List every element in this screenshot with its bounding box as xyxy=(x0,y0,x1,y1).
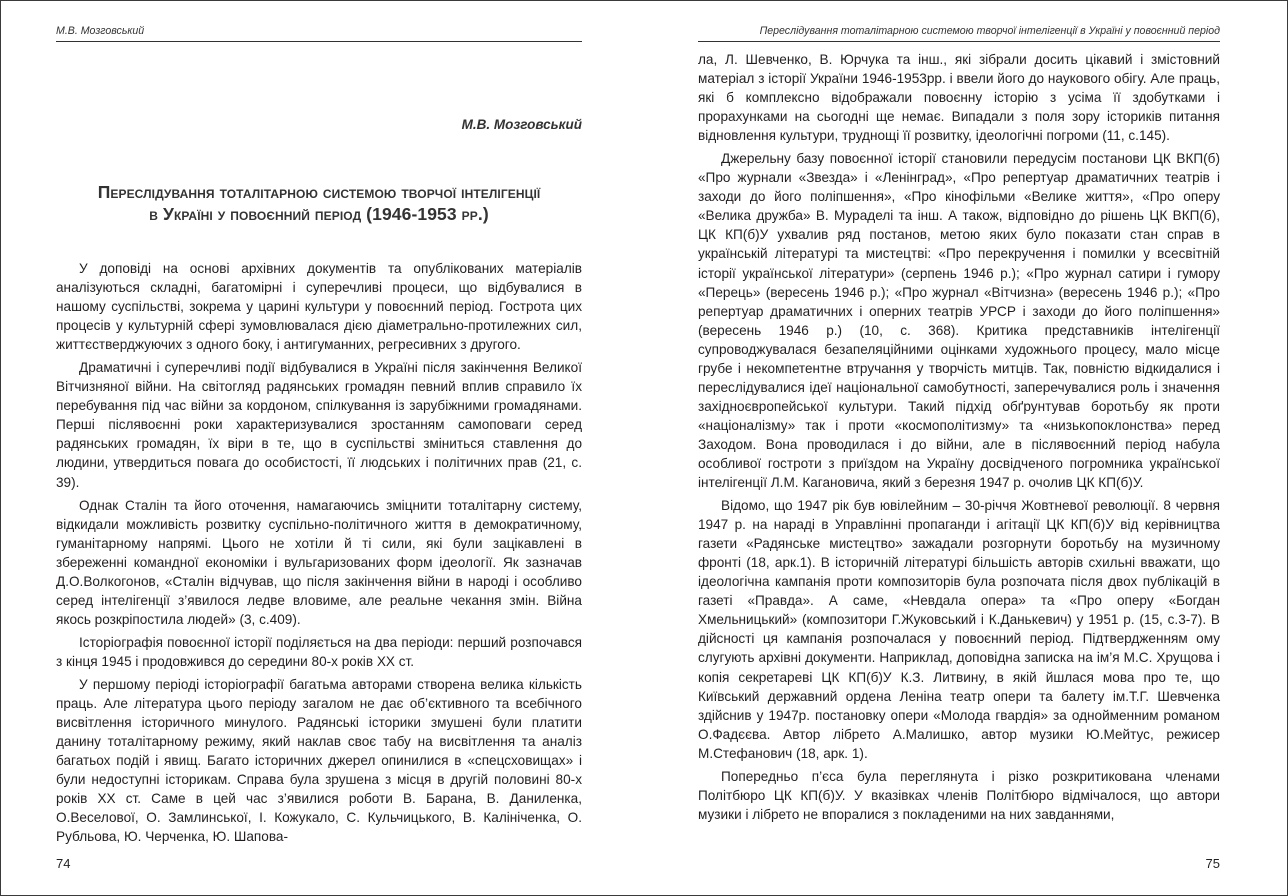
article-title-line-2: в Україні у повоєнний період (1946-1953 рр.) xyxy=(149,204,489,224)
paragraph: У доповіді на основі архівних документів та опублікованих матеріалів аналізуються складні, багатомірні і суперечливі процеси, що відбувалися в нашому суспільстві, зокрема у царині культури у повоєнний період. Гострота цих процесів у культурній сфері зумовлювалася дією діаметрально-протилежних сил, життєстверджуючих з одного боку, і антигуманних, регресивних з другого. xyxy=(56,261,582,353)
left-page xyxy=(56,0,582,896)
article-author: М.В. Мозговський xyxy=(461,117,582,132)
paragraph: Попередньо п’єса була переглянута і різко розкритикована членами Політбюро ЦК КП(б)У. У вказівках членів Політбюро відмічалося, що автори музики і лібрето не впоралися з покладеними на них завданнями, xyxy=(698,768,1220,822)
left-body-text xyxy=(56,259,582,850)
paragraph: Джерельну базу повоєнної історії становили передусім постанови ЦК ВКП(б) «Про журнали «Звезда» і «Ленінград», «Про репертуар драматичних театрів і заходи до його поліпшення», «Про кінофільми «Велике життя», «Про оперу «Велика дружба» В. Мураделі та інш. А також, відповідно до рішень ЦК ВКП(б), ЦК КП(б)У ухвалив ряд постанов, метою яких було показати стан справ в українській літературі та мистецтві: «Про перекручення і помилки у всесвітній історії української літератури» (серпень 1946 р.); «Про журнал сатири і гумору «Перець» (вересень 1946 р.); «Про журнал «Вітчизна» (вересень 1946 р.); «Про репертуар драматичних і оперних театрів УРСР і заходи до його поліпшення» (вересень 1946 р.) (10, с. 368). Критика представників інтелігенції супроводжувалася безапеляційними оцінками художнього процесу, мало місце грубе і некомпетентне втручання у творчість митців. Так, повністю відкидалися і переслідувалися ідеї національної самобутності, заперечувалися роль і значення західноєвропейської культури. Такий підхід обґрунтував боротьбу як проти «націоналізму» так і проти «космополітизму» та «низькопоклонства» перед Заходом. Вона проводилася і до війни, але в післявоєнний період набула особливої гостроти з приїздом на Україну досвідченого погромника української інтелігенції Л.М. Кагановича, який з березня 1947 р. очолив ЦК КП(б)У. xyxy=(698,151,1220,491)
paragraph: Відомо, що 1947 рік був ювілейним – 30-річчя Жовтневої революції. 8 червня 1947 р. на нараді в Управлінні пропаганди і агітації ЦК КП(б)У від керівництва газети «Радянське мистецтво» зажадали розгорнути боротьбу на музичному фронті (18, арк.1). В історичній літературі більшість авторів схильні вважати, що ідеологічна кампанія проти композиторів була розпочата після двох публікацій в газеті «Правда». А саме, «Невдала опера» та «Про оперу «Богдан Хмельницький» (композитори Г.Жуковський і К.Данькевич) у 1951 р. (15, с.3-7). В дійсності ця кампанія розпочалася у повоєнний період. Підтвердженням ому слугують архівні документи. Наприклад, доповідна записка на ім’я М.С. Хрущова і копія секретареві ЦК КП(б)У К.З. Литвину, в якій йшлася мова про те, що Київський державний ордена Леніна театр опери та балету ім.Т.Г. Шевченка здійснив у 1947р. постановку опери «Молода гвардія» за однойменним романом О.Фадєєва. Автор лібрето А.Малишко, автор музики Ю.Мейтус, режисер М.Стефанович (18, арк. 1). xyxy=(698,498,1220,761)
paragraph: У першому періоді історіографії багатьма авторами створена велика кількість праць. Але література цього періоду загалом не дає об’єктивного та всебічного висвітлення історичного минулого. Радянські історики змушені були платити данину тоталітарному режиму, який наклав своє табу на висвітлення та аналіз багатьох подій і явищ. Багато історичних джерел опинилися в «спецсховищах» і були недоступні історикам. Справа була зрушена з місця в другій половині 80-х років XX ст. Саме в цей час з’явилися роботи В. Барана, В. Даниленка, О.Веселової, О. Замлинської, І. Кожукало, С. Кульчицького, В. Калініченка, О. Рубльова, Ю. Черченка, Ю. Шапова- xyxy=(56,676,582,845)
paragraph: Драматичні і суперечливі події відбувалися в Україні після закінчення Великої Вітчизняної війни. На світогляд радянських громадян певний вплив справило їх перебування під час війни за кордоном, спілкування із зарубіжними громадянами. Перші післявоєнні роки характеризувалися зростанням самоповаги серед радянських громадян, їх віри в те, що в суспільстві зміниться ставлення до людини, утвердиться повага до особистості, її людських і політичних прав (21, с. 39). xyxy=(56,360,582,490)
article-title xyxy=(56,181,582,225)
page-number-right: 75 xyxy=(1205,856,1220,871)
paragraph: Історіографія повоєнної історії поділяється на два періоди: перший розпочався з кінця 1945 і продовжився до середини 80-х років XX ст. xyxy=(56,634,582,669)
page-number-left: 74 xyxy=(56,856,71,871)
paragraph: Однак Сталін та його оточення, намагаючись зміцнити тоталітарну систему, відкидали можливість розвитку суспільно-політичного життя в демократичному, гуманітарному напрямі. Цього не хотіли й ті сили, які були зацікавлені в збереженні командної економіки і вульгаризованих форм ідеології. Як зазначав Д.О.Волкогонов, «Сталін відчував, що після закінчення війни в народі і особливо серед інтелігенції з’явилося ледве вловиме, але реальне чекання змін. Війна якось розкріпостила людей» (3, с.409). xyxy=(56,497,582,627)
running-head-left: М.В. Мозговський xyxy=(56,25,582,42)
right-page xyxy=(698,0,1220,896)
paragraph-continuation: ла, Л. Шевченко, В. Юрчука та інш., які зібрали досить цікавий і змістовний матеріал з історії України 1946-1953рр. і ввели його до наукового обігу. Але праць, які б комплексно відображали повоєнну історію з усіма її здобутками і прорахунками на сьогодні ще немає. Випадали з поля зору істориків питання відновлення культури, труднощі її розвитку, ідеологічні погроми (11, с.145). xyxy=(698,52,1220,144)
running-head-right: Переслідування тоталітарною системою творчої інтелігенції в Україні у повоєнний період xyxy=(698,25,1220,42)
right-body-text xyxy=(698,50,1220,828)
article-title-line-1: Переслідування тоталітарною системою творчої інтелігенції xyxy=(97,182,541,202)
